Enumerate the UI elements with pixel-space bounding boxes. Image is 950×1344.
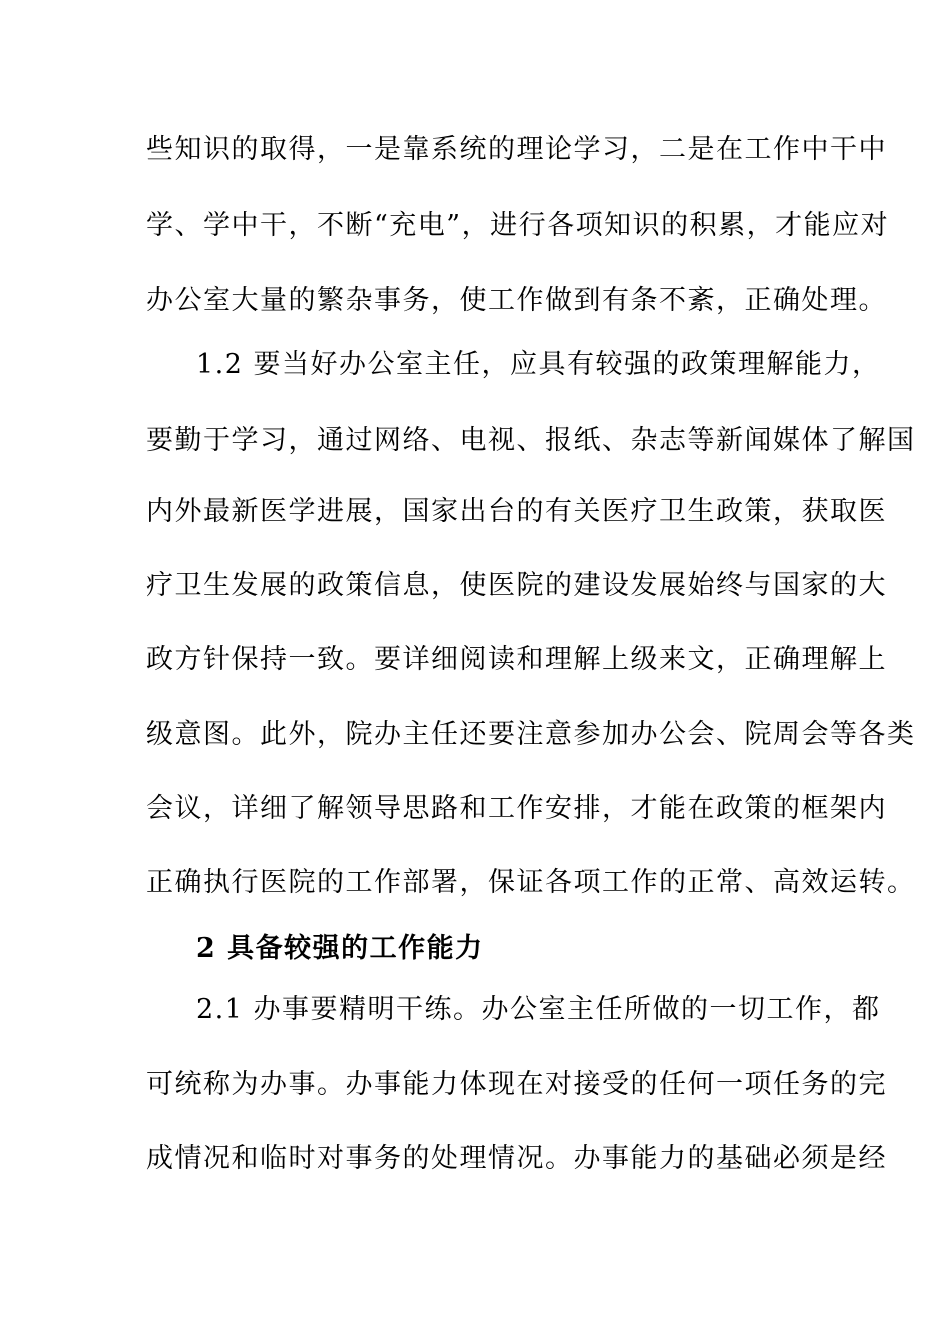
- text-line: 学、学中干，不断“充电”，进行各项知识的积累，才能应对: [146, 210, 890, 241]
- text-line: 级意图。此外，院办主任还要注意参加办公会、院周会等各类: [146, 719, 916, 750]
- text-line: 些知识的取得，一是靠系统的理论学习，二是在工作中干中: [146, 134, 887, 165]
- text-line: 正确执行医院的工作部署，保证各项工作的正常、高效运转。: [146, 867, 916, 898]
- text-line: 办公室大量的繁杂事务，使工作做到有条不紊，正确处理。: [146, 285, 887, 316]
- paragraph-start-line: 1.2 要当好办公室主任，应具有较强的政策理解能力，: [196, 349, 881, 380]
- text-line: 内外最新医学进展，国家出台的有关医疗卫生政策，获取医: [146, 496, 887, 527]
- text-line: 可统称为办事。办事能力体现在对接受的任何一项任务的完: [146, 1069, 887, 1100]
- text-line: 政方针保持一致。要详细阅读和理解上级来文，正确理解上: [146, 644, 887, 675]
- text-line: 会议，详细了解领导思路和工作安排，才能在政策的框架内: [146, 793, 887, 824]
- text-line: 成情况和临时对事务的处理情况。办事能力的基础必须是经: [146, 1143, 887, 1174]
- text-line: 要勤于学习，通过网络、电视、报纸、杂志等新闻媒体了解国: [146, 425, 916, 456]
- section-heading: 2 具备较强的工作能力: [196, 933, 484, 964]
- paragraph-start-line: 2.1 办事要精明干练。办公室主任所做的一切工作，都: [196, 994, 881, 1025]
- text-line: 疗卫生发展的政策信息，使医院的建设发展始终与国家的大: [146, 570, 887, 601]
